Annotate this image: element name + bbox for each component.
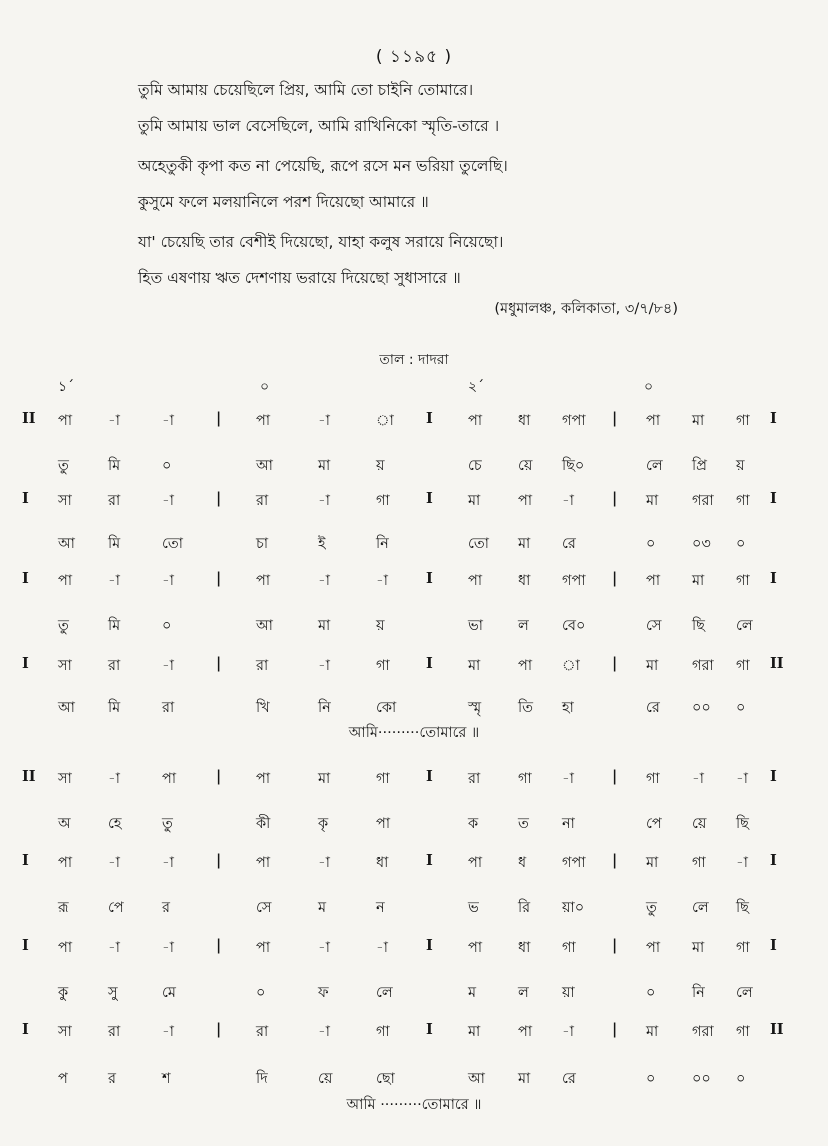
lyric-syllable: ০: [736, 536, 746, 552]
lyric-syllable: র: [162, 900, 170, 916]
barline: I: [22, 570, 29, 587]
barline: |: [216, 655, 222, 672]
page-number: ( ১১৯৫ ): [375, 47, 453, 67]
lyric-syllable: তু: [58, 618, 69, 634]
lyric-syllable: লে: [646, 458, 663, 474]
swara-note: পা: [518, 493, 533, 509]
swara-note: পা: [468, 573, 483, 589]
poem-line: তুমি আমায় ভাল বেসেছিলে, আমি রাখিনিকো স্মৃতি-তারে ।: [138, 117, 500, 135]
swara-note: -া: [562, 771, 574, 787]
beat-mark: ১´: [58, 379, 75, 395]
lyric-row: [0, 615, 828, 639]
swara-note: -া: [318, 493, 330, 509]
barline: I: [22, 852, 29, 869]
swara-note: রা: [468, 771, 481, 787]
lyric-syllable: খি: [256, 700, 270, 716]
lyric-syllable: তো: [468, 536, 489, 552]
lyric-syllable: নি: [376, 536, 389, 552]
swara-note: -া: [318, 658, 330, 674]
swara-note: পা: [646, 940, 661, 956]
swara-note: রা: [256, 658, 269, 674]
beat-mark: ০: [260, 379, 270, 395]
swara-note: -া: [108, 940, 120, 956]
swara-note: -া: [376, 573, 388, 589]
lyric-syllable: মা: [318, 458, 331, 474]
swara-note: পা: [58, 940, 73, 956]
lyric-syllable: ০: [646, 1071, 656, 1087]
swara-note: পা: [646, 573, 661, 589]
lyric-syllable: প: [58, 1071, 68, 1087]
lyric-syllable: ম: [318, 900, 327, 916]
barline: I: [22, 655, 29, 672]
lyric-syllable: লে: [376, 985, 393, 1001]
barline: |: [216, 410, 222, 427]
lyric-syllable: র: [108, 1071, 116, 1087]
barline: |: [612, 410, 618, 427]
swara-note: া: [562, 658, 580, 674]
barline: I: [426, 570, 433, 587]
swara-note: মা: [646, 493, 659, 509]
lyric-row: [0, 455, 828, 479]
lyric-syllable: চে: [468, 458, 482, 474]
barline: |: [216, 570, 222, 587]
lyric-syllable: আ: [256, 458, 273, 474]
swara-note: ধা: [518, 940, 531, 956]
lyric-syllable: মি: [108, 536, 121, 552]
swara-note: মা: [692, 940, 705, 956]
swara-note: গরা: [692, 658, 714, 674]
barline: II: [22, 410, 36, 427]
lyric-syllable: রি: [518, 900, 531, 916]
swara-row: [0, 1021, 828, 1045]
swara-note: পা: [468, 940, 483, 956]
swara-note: মা: [692, 413, 705, 429]
lyric-syllable: মি: [108, 618, 121, 634]
swara-note: গা: [736, 940, 750, 956]
swara-note: পা: [518, 1024, 533, 1040]
swara-note: -া: [162, 855, 174, 871]
lyric-syllable: রে: [562, 536, 576, 552]
swara-note: ধা: [518, 413, 531, 429]
swara-note: গা: [736, 1024, 750, 1040]
lyric-syllable: মি: [108, 700, 121, 716]
lyric-syllable: নি: [692, 985, 705, 1001]
swara-note: পা: [468, 413, 483, 429]
lyric-syllable: রূ: [58, 900, 69, 916]
lyric-syllable: ই: [318, 536, 326, 552]
lyric-syllable: ০: [646, 536, 656, 552]
lyric-syllable: মা: [518, 1071, 531, 1087]
lyric-row: [0, 897, 828, 921]
lyric-syllable: ০: [646, 985, 656, 1001]
lyric-syllable: ০: [736, 700, 746, 716]
lyric-syllable: ল: [518, 985, 529, 1001]
swara-note: -া: [108, 771, 120, 787]
swara-note: মা: [468, 493, 481, 509]
lyric-syllable: তু: [162, 816, 173, 832]
swara-row: [0, 570, 828, 594]
barline: II: [770, 1021, 784, 1038]
barline: I: [770, 852, 777, 869]
lyric-syllable: ভা: [468, 618, 484, 634]
swara-row: [0, 852, 828, 876]
lyric-syllable: য়: [376, 618, 385, 634]
lyric-syllable: ০: [736, 1071, 746, 1087]
swara-note: মা: [646, 855, 659, 871]
swara-note: গা: [376, 771, 390, 787]
lyric-syllable: তু: [646, 900, 657, 916]
swara-note: ধা: [376, 855, 389, 871]
lyric-syllable: কো: [376, 700, 397, 716]
lyric-syllable: তো: [162, 536, 183, 552]
swara-row: [0, 937, 828, 961]
barline: |: [612, 1021, 618, 1038]
lyric-syllable: ক: [468, 816, 479, 832]
swara-note: গা: [562, 940, 576, 956]
poem-line: কুসুমে ফলে মলয়ানিলে পরশ দিয়েছো আমারে ॥: [138, 193, 429, 211]
swara-note: -া: [108, 413, 120, 429]
swara-note: -া: [376, 940, 388, 956]
swara-note: পা: [256, 940, 271, 956]
lyric-syllable: মে: [162, 985, 176, 1001]
swara-note: পা: [468, 855, 483, 871]
swara-note: গা: [692, 855, 706, 871]
lyric-syllable: ছি: [736, 900, 749, 916]
lyric-syllable: ভ: [468, 900, 479, 916]
swara-note: -া: [318, 940, 330, 956]
swara-note: গা: [376, 658, 390, 674]
beat-mark: ০: [644, 379, 654, 395]
swara-note: -া: [736, 855, 748, 871]
swara-note: পা: [256, 771, 271, 787]
swara-note: -া: [318, 573, 330, 589]
lyric-syllable: সে: [256, 900, 272, 916]
swara-note: পা: [646, 413, 661, 429]
swara-note: মা: [692, 573, 705, 589]
barline: I: [426, 768, 433, 785]
lyric-row: [0, 1068, 828, 1092]
swara-note: রা: [108, 658, 121, 674]
lyric-syllable: পে: [108, 900, 124, 916]
beat-marks: [0, 375, 828, 397]
lyric-syllable: মা: [518, 536, 531, 552]
barline: |: [612, 937, 618, 954]
barline: I: [426, 655, 433, 672]
lyric-syllable: য়ে: [318, 1071, 333, 1087]
lyric-syllable: ত: [518, 816, 529, 832]
swara-note: গরা: [692, 1024, 714, 1040]
swara-note: -া: [162, 493, 174, 509]
swara-note: -া: [108, 855, 120, 871]
lyric-row: [0, 813, 828, 837]
swara-note: রা: [108, 1024, 121, 1040]
lyric-syllable: তি: [518, 700, 534, 716]
lyric-syllable: তু: [58, 458, 69, 474]
barline: |: [216, 937, 222, 954]
swara-row: [0, 410, 828, 434]
barline: I: [22, 490, 29, 507]
lyric-syllable: ০: [162, 458, 172, 474]
poem-line: তুমি আমায় চেয়েছিলে প্রিয়, আমি তো চাইনি তোমারে।: [138, 81, 474, 99]
swara-note: মা: [468, 1024, 481, 1040]
swara-note: পা: [58, 573, 73, 589]
lyric-syllable: মি: [108, 458, 121, 474]
swara-note: -া: [692, 771, 704, 787]
swara-note: সা: [58, 658, 72, 674]
lyric-syllable: রা: [162, 700, 175, 716]
barline: I: [770, 490, 777, 507]
swara-note: গা: [736, 493, 750, 509]
swara-note: গপা: [562, 413, 586, 429]
lyric-syllable: শ: [162, 1071, 171, 1087]
lyric-syllable: কী: [256, 816, 271, 832]
lyric-syllable: স্মৃ: [468, 700, 482, 716]
barline: I: [426, 410, 433, 427]
lyric-syllable: রে: [562, 1071, 576, 1087]
lyric-syllable: ছো: [376, 1071, 395, 1087]
lyric-syllable: ০: [256, 985, 266, 1001]
barline: II: [22, 768, 36, 785]
swara-row: [0, 768, 828, 792]
beat-mark: ২´: [468, 379, 485, 395]
lyric-syllable: ০: [162, 618, 172, 634]
barline: |: [216, 852, 222, 869]
swara-note: গপা: [562, 855, 586, 871]
lyric-syllable: সে: [646, 618, 662, 634]
barline: I: [426, 937, 433, 954]
swara-note: পা: [256, 573, 271, 589]
lyric-syllable: লে: [736, 985, 753, 1001]
lyric-syllable: আ: [256, 618, 273, 634]
swara-note: া: [376, 413, 394, 429]
barline: |: [612, 768, 618, 785]
lyric-syllable: ০৩: [692, 536, 711, 552]
swara-row: [0, 655, 828, 679]
swara-note: মা: [646, 658, 659, 674]
lyric-syllable: না: [562, 816, 575, 832]
lyric-syllable: বে০: [562, 618, 586, 634]
swara-note: পা: [518, 658, 533, 674]
swara-note: -া: [108, 573, 120, 589]
barline: I: [770, 570, 777, 587]
poem-line: হিত এষণায় ঋত দেশণায় ভরায়ে দিয়েছো সুধাসারে ॥: [138, 269, 461, 287]
swara-note: -া: [318, 855, 330, 871]
barline: I: [426, 490, 433, 507]
lyric-syllable: ন: [376, 900, 385, 916]
swara-note: গা: [736, 658, 750, 674]
barline: |: [612, 570, 618, 587]
lyric-syllable: য়ে: [692, 816, 707, 832]
barline: I: [426, 852, 433, 869]
swara-note: ধা: [518, 573, 531, 589]
barline: I: [426, 1021, 433, 1038]
swara-note: -া: [736, 771, 748, 787]
barline: |: [612, 655, 618, 672]
lyric-syllable: ছি০: [562, 458, 585, 474]
swara-note: গা: [646, 771, 660, 787]
lyric-syllable: ছি: [692, 618, 705, 634]
swara-note: -া: [562, 1024, 574, 1040]
lyric-syllable: আ: [58, 700, 75, 716]
lyric-syllable: ০০: [692, 1071, 711, 1087]
swara-note: গা: [736, 413, 750, 429]
barline: I: [770, 410, 777, 427]
lyric-syllable: য়: [376, 458, 385, 474]
tala-label: তাল : দাদরা: [379, 352, 449, 368]
refrain-caption: আমি·········তোমারে ॥: [348, 725, 480, 741]
swara-note: সা: [58, 1024, 72, 1040]
refrain-caption: আমি ·········তোমারে ॥: [346, 1097, 482, 1113]
lyric-syllable: হে: [108, 816, 122, 832]
lyric-syllable: আ: [468, 1071, 485, 1087]
lyric-row: [0, 697, 828, 721]
swara-row: [0, 490, 828, 514]
poem-line: অহেতুকী কৃপা কত না পেয়েছি, রূপে রসে মন ভরিয়া তুলেছি।: [138, 157, 508, 175]
lyric-syllable: য়া০: [562, 900, 585, 916]
swara-note: রা: [256, 1024, 269, 1040]
lyric-syllable: দি: [256, 1071, 268, 1087]
lyric-syllable: হা: [562, 700, 574, 716]
swara-note: মা: [468, 658, 481, 674]
swara-note: ধ: [518, 855, 527, 871]
swara-note: গপা: [562, 573, 586, 589]
swara-note: -া: [318, 1024, 330, 1040]
swara-note: -া: [162, 413, 174, 429]
lyric-syllable: চা: [256, 536, 269, 552]
swara-note: পা: [58, 413, 73, 429]
lyric-row: [0, 533, 828, 557]
lyric-syllable: য়: [736, 458, 745, 474]
swara-note: পা: [58, 855, 73, 871]
lyric-syllable: সু: [108, 985, 118, 1001]
swara-note: সা: [58, 771, 72, 787]
swara-note: রা: [108, 493, 121, 509]
barline: |: [612, 490, 618, 507]
lyric-syllable: নি: [318, 700, 331, 716]
swara-note: -া: [162, 573, 174, 589]
swara-note: গরা: [692, 493, 714, 509]
poem-lyrics: [138, 72, 798, 296]
lyric-syllable: অ: [58, 816, 71, 832]
barline: I: [770, 768, 777, 785]
lyric-syllable: লে: [692, 900, 709, 916]
barline: |: [216, 768, 222, 785]
barline: II: [770, 655, 784, 672]
lyric-syllable: ল: [518, 618, 529, 634]
lyric-syllable: কৃ: [318, 816, 329, 832]
barline: I: [770, 937, 777, 954]
barline: I: [22, 1021, 29, 1038]
swara-note: গা: [376, 493, 390, 509]
lyric-syllable: প্রি: [692, 458, 707, 474]
lyric-syllable: ০০: [692, 700, 711, 716]
swara-note: -া: [318, 413, 330, 429]
lyric-row: [0, 982, 828, 1006]
swara-note: গা: [376, 1024, 390, 1040]
swara-note: গা: [736, 573, 750, 589]
swara-note: পা: [162, 771, 177, 787]
swara-note: -া: [562, 493, 574, 509]
swara-note: -া: [162, 1024, 174, 1040]
lyric-syllable: ছি: [736, 816, 749, 832]
swara-note: পা: [256, 855, 271, 871]
barline: |: [216, 1021, 222, 1038]
lyric-syllable: কু: [58, 985, 69, 1001]
lyric-syllable: য়া: [562, 985, 575, 1001]
lyric-syllable: ম: [468, 985, 477, 1001]
source-citation: (মধুমালঞ্চ, কলিকাতা, ৩/৭/৮৪): [494, 301, 678, 317]
lyric-syllable: য়ে: [518, 458, 533, 474]
lyric-syllable: পা: [376, 816, 391, 832]
lyric-syllable: মা: [318, 618, 331, 634]
lyric-syllable: পে: [646, 816, 662, 832]
swara-note: -া: [162, 658, 174, 674]
poem-line: যা' চেয়েছি তার বেশীই দিয়েছো, যাহা কলুষ সরায়ে নিয়েছো।: [138, 233, 504, 251]
lyric-syllable: আ: [58, 536, 75, 552]
barline: I: [22, 937, 29, 954]
swara-note: মা: [318, 771, 331, 787]
lyric-syllable: লে: [736, 618, 753, 634]
swara-note: মা: [646, 1024, 659, 1040]
swara-note: সা: [58, 493, 72, 509]
swara-note: -া: [162, 940, 174, 956]
lyric-syllable: রে: [646, 700, 660, 716]
barline: |: [216, 490, 222, 507]
swara-note: পা: [256, 413, 271, 429]
swara-note: রা: [256, 493, 269, 509]
barline: |: [612, 852, 618, 869]
swara-note: গা: [518, 771, 532, 787]
lyric-syllable: ফ: [318, 985, 329, 1001]
